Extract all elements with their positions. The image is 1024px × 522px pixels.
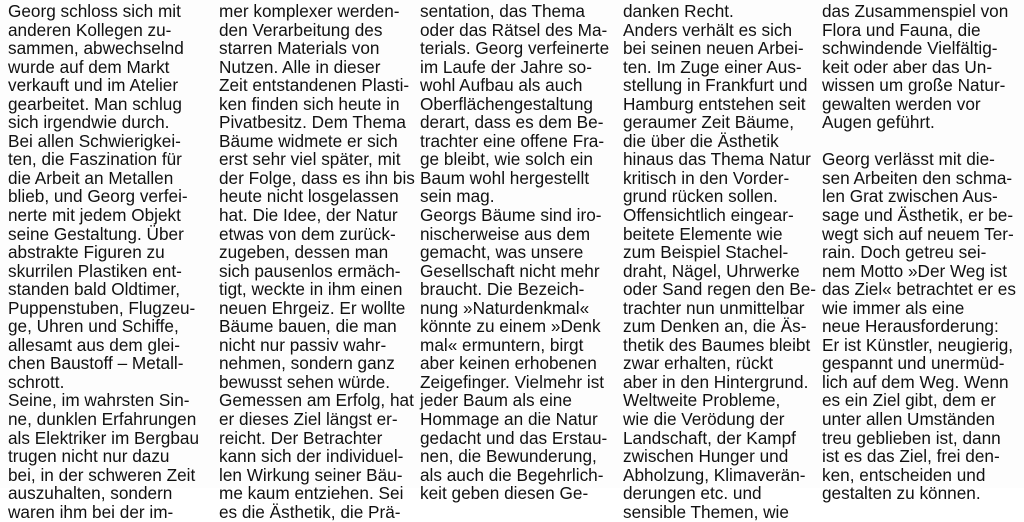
text-line: wohl Aufbau als auch xyxy=(420,75,583,96)
text-line: sentation, das Thema xyxy=(420,1,585,21)
text-line: auszuhalten, sondern xyxy=(8,483,173,504)
text-line: das Ziel« betrachtet er es xyxy=(822,279,1016,300)
text-line: Nutzen. Alle in dieser xyxy=(219,56,381,77)
text-line: tigt, weckte in ihm einen xyxy=(219,279,403,300)
text-line: nem Motto »Der Weg ist xyxy=(822,260,1007,281)
text-line: trachter nun unmittelbar xyxy=(623,297,805,318)
text-line: als auch die Begehrlich- xyxy=(420,464,604,485)
text-line: wie immer als eine xyxy=(822,297,965,318)
text-line: wegt sich auf neuem Ter- xyxy=(822,223,1014,244)
text-line: ge, Uhren und Schiffe, xyxy=(8,316,179,337)
text-line: ge bleibt, wie solch ein xyxy=(420,149,593,170)
text-line: Pivatbesitz. Dem Thema xyxy=(219,112,406,133)
text-line: ne, dunklen Erfahrungen xyxy=(8,409,197,430)
text-line: sammen, abwechselnd xyxy=(8,38,184,59)
text-line: Weltweite Probleme, xyxy=(623,390,781,411)
text-line: skurrilen Plastiken ent- xyxy=(8,260,182,281)
text-line: ken finden sich heute in xyxy=(219,93,400,114)
text-line: das Zusammenspiel von xyxy=(822,1,1009,21)
text-line: Gemessen am Erfolg, hat xyxy=(219,390,414,411)
text-line: len Grat zwischen Aus- xyxy=(822,186,998,207)
text-line: aber keinen erhobenen xyxy=(420,353,597,374)
text-line: terials. Georg verfeinerte xyxy=(420,38,610,59)
text-line: es ein Ziel gibt, dem er xyxy=(822,390,996,411)
text-line: stellung in Frankfurt und xyxy=(623,75,808,96)
text-line: bei, in der schweren Zeit xyxy=(8,464,196,485)
text-line: derart, dass es dem Be- xyxy=(420,112,604,133)
text-line: hinaus das Thema Natur xyxy=(623,149,811,170)
text-line: Baum wohl hergestellt xyxy=(420,167,590,188)
text-line: Flora und Fauna, die xyxy=(822,19,981,40)
text-line: Offensichtlich eingear- xyxy=(623,205,794,226)
text-column-1 xyxy=(8,2,202,521)
text-line: er dieses Ziel längst er- xyxy=(219,409,398,430)
text-line: aber in den Hintergrund. xyxy=(623,371,809,392)
text-line: ten. Im Zuge einer Aus- xyxy=(623,56,802,77)
text-line: treu geblieben ist, dann xyxy=(822,427,1001,448)
text-line: zum Denken an, die Äs- xyxy=(623,316,807,337)
text-line: als Elektriker im Bergbau xyxy=(8,427,200,448)
text-line: den Verarbeitung des xyxy=(219,19,383,40)
text-line: seine Gestaltung. Über xyxy=(8,223,184,244)
text-line: Er ist Künstler, neugierig, xyxy=(822,334,1014,355)
text-line: oder Sand regen den Be- xyxy=(623,279,817,300)
text-line: wissen um große Natur- xyxy=(822,75,1006,96)
text-line: nehmen, sondern ganz xyxy=(219,353,395,374)
text-line: erst sehr viel später, mit xyxy=(219,149,401,170)
text-line: gearbeitet. Man schlug xyxy=(8,93,182,114)
text-line: zum Beispiel Stachel- xyxy=(623,242,789,263)
text-line: Oberflächengestaltung xyxy=(420,93,593,114)
text-line: ten, die Faszination für xyxy=(8,149,182,170)
text-line: jeder Baum als eine xyxy=(420,390,572,411)
text-line: trachter eine offene Fra- xyxy=(420,130,605,151)
text-line: sage und Ästhetik, er be- xyxy=(822,205,1014,226)
text-line: nicht nur passiv wahr- xyxy=(219,334,387,355)
text-line: nen, die Bewunderung, xyxy=(420,446,597,467)
text-line: schrott. xyxy=(8,371,65,392)
text-line: gemacht, was unsere xyxy=(420,242,584,263)
text-line: der Folge, dass es ihn bis xyxy=(219,167,415,188)
text-line: kann sich der individuel- xyxy=(219,446,404,467)
text-line: anderen Kollegen zu- xyxy=(8,19,172,40)
text-line: die über die Ästhetik xyxy=(623,130,779,151)
text-line: Georgs Bäume sind iro- xyxy=(420,205,602,226)
text-line: allesamt aus dem glei- xyxy=(8,334,180,355)
text-line: braucht. Die Bezeich- xyxy=(420,279,585,300)
text-line: standen bald Oldtimer, xyxy=(8,279,180,300)
text-line: verkauft und im Atelier xyxy=(8,75,179,96)
text-line: draht, Nägel, Uhrwerke xyxy=(623,260,800,281)
text-line: grund rücken sollen. xyxy=(623,186,778,207)
text-line: Seine, im wahrsten Sin- xyxy=(8,390,190,411)
text-line: mer komplexer werden- xyxy=(219,1,400,21)
text-line: Gesellschaft nicht mehr xyxy=(420,260,600,281)
text-line: sich irgendwie durch. xyxy=(8,112,170,133)
text-line: unter allen Umständen xyxy=(822,409,995,430)
text-line: Bäume bauen, die man xyxy=(219,316,397,337)
text-line: Hommage an die Natur xyxy=(420,409,598,430)
text-line: neue Herausforderung: xyxy=(822,316,999,337)
text-line: bewusst sehen würde. xyxy=(219,371,391,392)
text-line: keit geben diesen Ge- xyxy=(420,483,589,504)
text-line: trugen nicht nur dazu xyxy=(8,446,170,467)
text-line: Landschaft, der Kampf xyxy=(623,427,796,448)
text-line: blieb, und Georg verfei- xyxy=(8,186,188,207)
text-line: rain. Doch getreu sei- xyxy=(822,242,987,263)
text-line: chen Baustoff – Metall- xyxy=(8,353,184,374)
text-line: wie die Verödung der xyxy=(623,409,785,430)
text-line: Anders verhält es sich xyxy=(623,19,793,40)
text-line: Augen geführt. xyxy=(822,112,935,133)
text-line: kritisch in den Vorder- xyxy=(623,167,790,188)
text-line: nerte mit jedem Objekt xyxy=(8,205,181,226)
text-column-5 xyxy=(822,2,1016,503)
text-line: Abholzung, Klimaverän- xyxy=(623,464,806,485)
text-line: ist es das Ziel, frei den- xyxy=(822,446,1000,467)
text-line: thetik des Baumes bleibt xyxy=(623,334,811,355)
text-line: Hamburg entstehen seit xyxy=(623,93,806,114)
text-line: zwar erhalten, rückt xyxy=(623,353,773,374)
text-line: heute nicht losgelassen xyxy=(219,186,399,207)
text-line: Puppenstuben, Flugzeu- xyxy=(8,297,196,318)
text-line: gestalten zu können. xyxy=(822,483,981,504)
text-line: mal« ermuntern, birgt xyxy=(420,334,584,355)
text-line: nung »Naturdenkmal« xyxy=(420,297,590,318)
text-line: beitete Elemente wie xyxy=(623,223,783,244)
text-line: lich auf dem Weg. Wenn xyxy=(822,371,1009,392)
text-line: Georg verlässt mit die- xyxy=(822,149,995,170)
text-line: im Laufe der Jahre so- xyxy=(420,56,592,77)
text-column-2 xyxy=(219,2,413,521)
text-column-4 xyxy=(623,2,817,521)
text-line: bei seinen neuen Arbei- xyxy=(623,38,804,59)
text-line: oder das Rätsel des Ma- xyxy=(420,19,608,40)
text-line: etwas von dem zurück- xyxy=(219,223,396,244)
text-line: schwindende Vielfältig- xyxy=(822,38,998,59)
text-line: die Arbeit an Metallen xyxy=(8,167,174,188)
text-line: neuen Ehrgeiz. Er wollte xyxy=(219,297,406,318)
text-line: derungen etc. und xyxy=(623,483,762,504)
text-line: wurde auf dem Markt xyxy=(8,56,170,77)
text-line: reicht. Der Betrachter xyxy=(219,427,383,448)
text-line: sen Arbeiten den schma- xyxy=(822,167,1013,188)
text-line: es die Ästhetik, die Prä- xyxy=(219,501,401,522)
text-line: Georg schloss sich mit xyxy=(8,1,181,21)
text-column-3 xyxy=(420,2,614,503)
text-line: hat. Die Idee, der Natur xyxy=(219,205,398,226)
text-line: sein mag. xyxy=(420,186,495,207)
text-line: starren Materials von xyxy=(219,38,380,59)
text-line: abstrakte Figuren zu xyxy=(8,242,165,263)
text-line: me kaum entziehen. Sei xyxy=(219,483,404,504)
text-line: könnte zu einem »Denk xyxy=(420,316,601,337)
text-line xyxy=(822,132,1016,151)
text-line: len Wirkung seiner Bäu- xyxy=(219,464,403,485)
text-line: sensible Themen, wie xyxy=(623,501,789,522)
text-line: geraumer Zeit Bäume, xyxy=(623,112,794,133)
text-line: Zeigefinger. Vielmehr ist xyxy=(420,371,605,392)
text-line: gedacht und das Erstau- xyxy=(420,427,608,448)
text-line: Bäume widmete er sich xyxy=(219,130,398,151)
text-line: waren ihm bei der im- xyxy=(8,501,174,522)
text-line: ken, entscheiden und xyxy=(822,464,986,485)
text-line: nischerweise aus dem xyxy=(420,223,591,244)
text-line: gewalten werden vor xyxy=(822,93,981,114)
text-line: gespannt und unermüd- xyxy=(822,353,1005,374)
text-line: sich pausenlos ermäch- xyxy=(219,260,401,281)
text-line: zwischen Hunger und xyxy=(623,446,789,467)
text-line: keit oder aber das Un- xyxy=(822,56,993,77)
text-line: danken Recht. xyxy=(623,1,734,21)
text-line: Bei allen Schwierigkei- xyxy=(8,130,181,151)
text-line: zugeben, dessen man xyxy=(219,242,389,263)
text-line: Zeit entstandenen Plasti- xyxy=(219,75,410,96)
